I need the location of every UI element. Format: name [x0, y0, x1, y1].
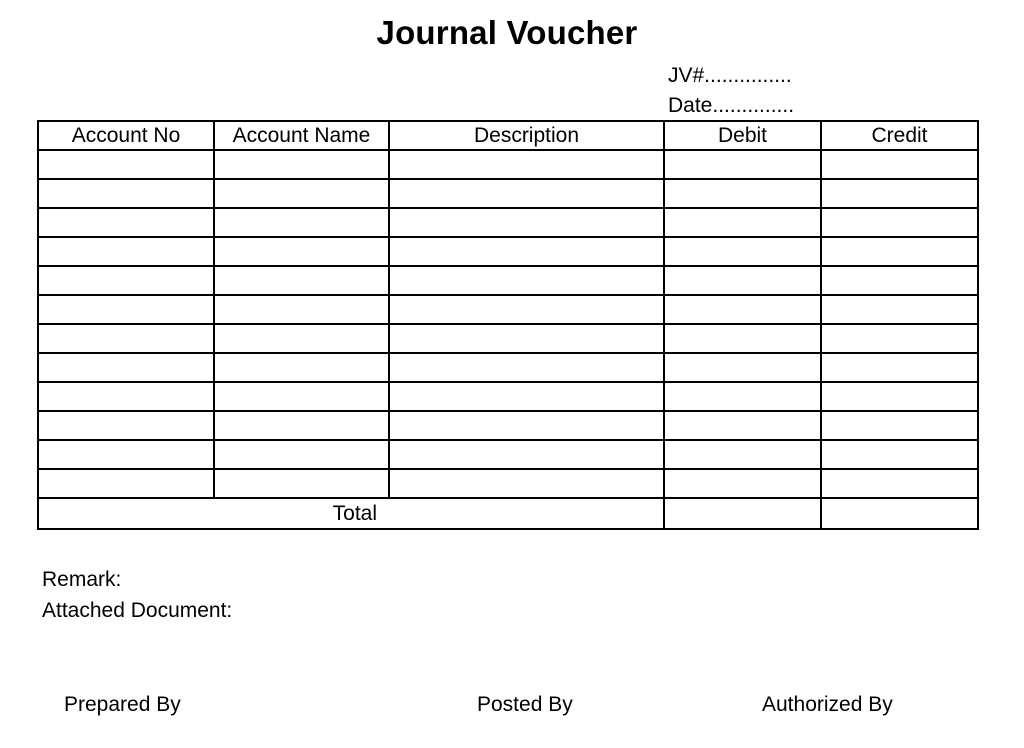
table-body [38, 150, 978, 498]
credit-cell[interactable] [821, 266, 978, 295]
description-cell[interactable] [389, 237, 664, 266]
table-row [38, 411, 978, 440]
debit-cell[interactable] [664, 353, 821, 382]
account-name-cell[interactable] [214, 469, 389, 498]
debit-cell[interactable] [664, 237, 821, 266]
description-cell[interactable] [389, 266, 664, 295]
remark-label: Remark: [42, 568, 122, 591]
total-credit-cell[interactable] [821, 498, 978, 529]
jv-number-field: JV#............... [668, 64, 792, 87]
debit-cell[interactable] [664, 382, 821, 411]
total-label: Total [38, 498, 664, 529]
credit-cell[interactable] [821, 237, 978, 266]
voucher-table [37, 120, 979, 530]
debit-cell[interactable] [664, 440, 821, 469]
column-header-debit: Debit [664, 121, 821, 150]
debit-cell[interactable] [664, 150, 821, 179]
table-row [38, 179, 978, 208]
credit-cell[interactable] [821, 295, 978, 324]
account-no-cell[interactable] [38, 237, 214, 266]
debit-cell[interactable] [664, 411, 821, 440]
account-no-cell[interactable] [38, 382, 214, 411]
account-no-cell[interactable] [38, 150, 214, 179]
credit-cell[interactable] [821, 440, 978, 469]
description-cell[interactable] [389, 411, 664, 440]
account-name-cell[interactable] [214, 324, 389, 353]
description-cell[interactable] [389, 150, 664, 179]
description-cell[interactable] [389, 469, 664, 498]
account-name-cell[interactable] [214, 266, 389, 295]
column-header-description: Description [389, 121, 664, 150]
credit-cell[interactable] [821, 208, 978, 237]
attached-document-label: Attached Document: [42, 599, 233, 622]
account-no-cell[interactable] [38, 353, 214, 382]
table-row [38, 440, 978, 469]
credit-cell[interactable] [821, 353, 978, 382]
description-cell[interactable] [389, 208, 664, 237]
debit-cell[interactable] [664, 295, 821, 324]
account-name-cell[interactable] [214, 150, 389, 179]
description-cell[interactable] [389, 353, 664, 382]
date-field: Date.............. [668, 94, 795, 117]
account-name-cell[interactable] [214, 353, 389, 382]
credit-cell[interactable] [821, 150, 978, 179]
description-cell[interactable] [389, 440, 664, 469]
debit-cell[interactable] [664, 324, 821, 353]
account-no-cell[interactable] [38, 266, 214, 295]
account-no-cell[interactable] [38, 179, 214, 208]
account-name-cell[interactable] [214, 208, 389, 237]
total-row [38, 498, 978, 529]
account-name-cell[interactable] [214, 237, 389, 266]
credit-cell[interactable] [821, 179, 978, 208]
table-header-row [38, 121, 978, 150]
account-no-cell[interactable] [38, 295, 214, 324]
account-no-cell[interactable] [38, 208, 214, 237]
page-title: Journal Voucher [376, 14, 638, 51]
description-cell[interactable] [389, 295, 664, 324]
table-row [38, 266, 978, 295]
credit-cell[interactable] [821, 469, 978, 498]
debit-cell[interactable] [664, 208, 821, 237]
account-name-cell[interactable] [214, 179, 389, 208]
column-header-account-name: Account Name [214, 121, 389, 150]
account-name-cell[interactable] [214, 411, 389, 440]
prepared-by-label: Prepared By [64, 693, 181, 716]
table-row [38, 208, 978, 237]
account-name-cell[interactable] [214, 295, 389, 324]
table-row [38, 469, 978, 498]
description-cell[interactable] [389, 179, 664, 208]
table-row [38, 324, 978, 353]
credit-cell[interactable] [821, 382, 978, 411]
credit-cell[interactable] [821, 324, 978, 353]
table-row [38, 237, 978, 266]
column-header-account-no: Account No [38, 121, 214, 150]
total-debit-cell[interactable] [664, 498, 821, 529]
authorized-by-label: Authorized By [762, 693, 893, 716]
debit-cell[interactable] [664, 179, 821, 208]
column-header-credit: Credit [821, 121, 978, 150]
posted-by-label: Posted By [477, 693, 573, 716]
account-no-cell[interactable] [38, 469, 214, 498]
table-row [38, 295, 978, 324]
debit-cell[interactable] [664, 266, 821, 295]
credit-cell[interactable] [821, 411, 978, 440]
debit-cell[interactable] [664, 469, 821, 498]
table-row [38, 353, 978, 382]
description-cell[interactable] [389, 382, 664, 411]
account-no-cell[interactable] [38, 324, 214, 353]
account-no-cell[interactable] [38, 440, 214, 469]
description-cell[interactable] [389, 324, 664, 353]
table-row [38, 382, 978, 411]
account-no-cell[interactable] [38, 411, 214, 440]
account-name-cell[interactable] [214, 440, 389, 469]
account-name-cell[interactable] [214, 382, 389, 411]
table-row [38, 150, 978, 179]
